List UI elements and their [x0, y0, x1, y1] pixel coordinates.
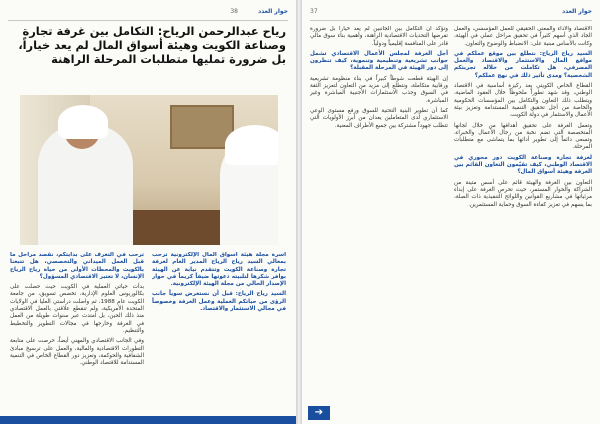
page-number: 37	[310, 8, 318, 15]
question-text: أجل الغرفة لمجلس الأعمال الاقتصادي تشمل جوانب تشريعية وتنظيمية وتنموية، كيف تنظرون إلى دور الهيئة في المرحلة المقبلة؟	[310, 50, 448, 72]
answer-text: بدأت حياتي العملية في الكويت حيث حصلت على بكالوريوس العلوم الإدارية، تخصص تسويق، من جامعة الكويت عام 1988، ثم واصلت دراستي العليا في الولايات المتحدة الأمريكية، ولم تنقطع علاقتي بالعمل الاقتصادي منذ ذلك الحين، بل امتدت عبر سنوات طويلة من العمل في الغرفة وخارجها في مجالات التطوير والتخطيط والتنظيم.	[10, 284, 144, 334]
answer-text: القطاع الخاص الكويتي يعد ركيزة أساسية في الاقتصاد الوطني، وقد شهد تطوراً ملحوظاً خلال العقود الماضية، ويتطلب ذلك التعاون والتكامل بين المؤسسات الحكومية والخاصة من أجل تحقيق التنمية المستدامة وتعزيز بيئة الأعمال والاستثمار في دولة الكويت.	[454, 83, 592, 119]
left-page	[0, 0, 297, 424]
question-text: ترحب في التعرف على بدايتكم، نقصد مراحل ما قبل العمل الميداني والتخصصي، هل تتبعنا بالكويت والمحطات الأولى من حياة رياح الرياح الإنسان، لا تعتبر الاقتصادي المسؤول؟	[10, 252, 144, 280]
page-header	[8, 8, 288, 20]
photo-interviewee-ghutra	[58, 105, 108, 139]
page-header	[310, 8, 592, 20]
answer-text: التعاون بين الغرفة والهيئة قائم على أسس متينة من الشراكة والحوار المستمر، حيث تحرص الغرفة على إبداء مرئياتها في مشاريع القوانين واللوائح التنفيذية ذات الصلة، بما يسهم في تعزيز كفاءة السوق وحماية المستثمرين.	[454, 179, 592, 208]
right-page-column-right	[454, 26, 592, 416]
interview-photo	[20, 95, 278, 245]
answer-text: إن الهيئة قطعت شوطاً كبيراً في بناء منظومة تشريعية ورقابية متكاملة، ونتطلع إلى مزيد من التعاون لتعزيز الثقة في السوق وجذب الاستثمارات الأجنبية المباشرة وغير المباشرة.	[310, 75, 448, 104]
right-page	[302, 0, 600, 424]
question-text: لغرفة تجارة وصناعة الكويت دور محوري في الاقتصاد الوطني، كيف تقيّمون التعاون القائم بين الغرفة وهيئة أسواق المال؟	[454, 154, 592, 176]
question-text: السيد رياح الرياح: قبل أن نستعرض سوياً جانب الرؤى من حياتكم العملية وعمل الغرفة وخصوصاً في مجالي الاستثمار والاقتصاد.	[152, 291, 286, 313]
header-divider	[8, 20, 288, 21]
article-title: رياح عبدالرحمن الرياح: التكامل بين غرفة تجارة وصناعة الكويت وهيئة أسواق المال لم يعد خياراً، بل ضرورة تمليها متطلبات المرحلة الراهنة	[18, 24, 286, 66]
answer-text: وتعمل الغرفة على تحقيق أهدافها من خلال لجانها المتخصصة التي تضم نخبة من رجال الأعمال والخبراء، وتسعى دائماً إلى تطوير أدائها بما يتماشى مع متطلبات المرحلة.	[454, 122, 592, 151]
answer-text: الاقتصاد والأداء والمعنى الحقيقي للعمل المؤسسي، والعمل الجاد الذي أسهم كثيراً في تحقيق مراحل عملي في الهيئة، وكانت بالأساس مبنية على: الانضباط والوضوح والتعاون.	[454, 26, 592, 47]
arrow-right-icon: ➔	[314, 407, 324, 418]
footer-bar	[0, 416, 296, 424]
magazine-section-label: حوار العدد	[258, 8, 288, 15]
left-page-column-right	[152, 252, 286, 412]
right-page-column-left	[310, 26, 448, 396]
answer-text: ونؤكد أن التكامل بين الجانبين لم يعد خياراً بل ضرورة تفرضها التحديات الاقتصادية الراهنة، وأهمية بناء سوق مالي قادر على المنافسة إقليمياً ودولياً.	[310, 26, 448, 47]
question-text: السيد رياح الرياح: نتطلع بين موقع عملكم في مواقع المال والاستثمار والاقتصاد والعمل المصرفي، هل تكاملت من خلاله تجربتكم الشخصية؟ ومدى تأثير ذلك في نهج عملكم؟	[454, 50, 592, 79]
magazine-section-label: حوار العدد	[562, 8, 592, 15]
next-page-button[interactable]	[308, 406, 330, 420]
header-divider	[310, 20, 592, 21]
page-number: 38	[230, 8, 238, 15]
photo-interviewer-ghutra	[225, 125, 278, 165]
answer-text: كما أن تطوير البنية التحتية للسوق ورفع مستوى الوعي الاستثماري لدى المتعاملين يعدان من أبرز الأولويات التي تتطلب جهوداً مشتركة بين جميع الأطراف المعنية.	[310, 107, 448, 129]
intro-paragraph: أسرة مجلة هيئة أسواق المال الإلكترونية ترحب بمعالي السيد رياح الرياح المدير العام لغرفة تجارة وصناعة الكويت وتتقدم نيابة عن الهيئة بوافر شكرها لتلبيته دعوتها ضيفاً كريماً في حوار الإصدار الحالي من مجلة الهيئة الإلكترونية.	[152, 252, 286, 288]
answer-text: وفي الجانب الاقتصادي والمهني أيضاً، حرصت على متابعة التطورات الاقتصادية والمالية، والعمل على ترسيخ مبادئ الشفافية والحوكمة، وتعزيز دور القطاع الخاص في التنمية المستدامة للاقتصاد الوطني.	[10, 338, 144, 367]
left-page-column-left	[10, 252, 144, 412]
